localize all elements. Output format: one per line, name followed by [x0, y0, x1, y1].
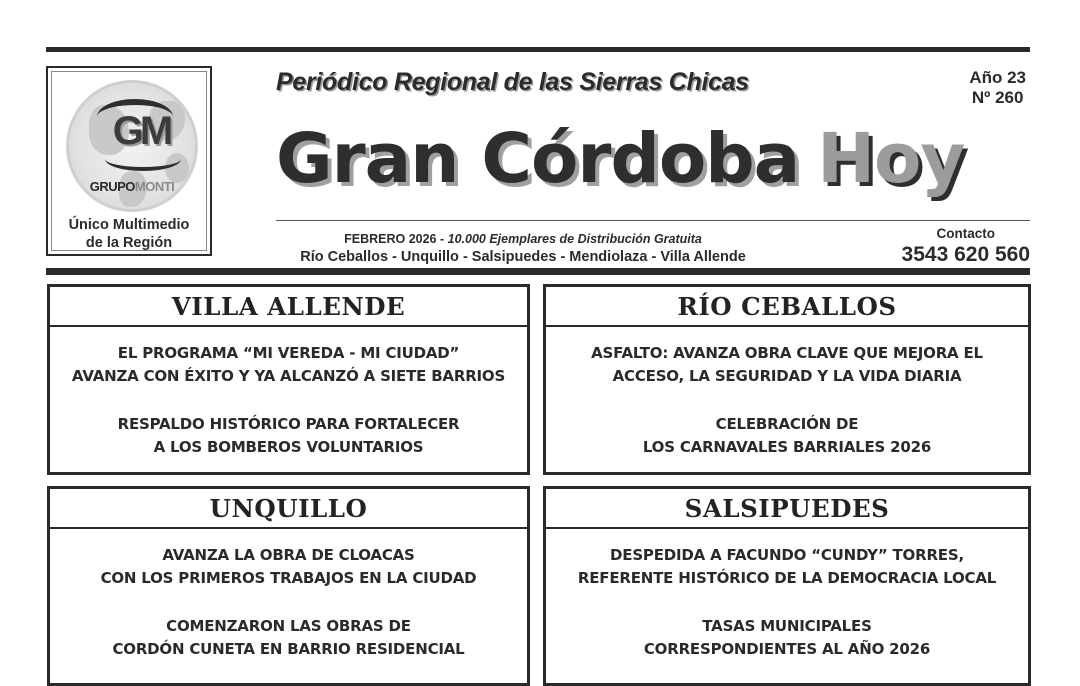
logo-caption-line2: de la Región — [85, 235, 173, 251]
issue-year: Año 23 — [969, 68, 1026, 87]
circulation-text: 10.000 Ejemplares de Distribución Gratuita — [447, 232, 702, 246]
header-bottom-rule — [46, 268, 1030, 275]
logo-caption — [52, 216, 206, 252]
edition-info — [276, 230, 770, 266]
issue-info — [969, 68, 1026, 108]
headline-line: EL PROGRAMA “MI VEREDA - MI CIUDAD” — [117, 344, 460, 362]
headline[interactable] — [50, 342, 527, 388]
headline[interactable] — [50, 413, 527, 459]
headline-line: DESPEDIDA A FACUNDO “CUNDY” TORRES, — [610, 546, 964, 564]
headline-line: TASAS MUNICIPALES — [702, 617, 872, 635]
logo-caption-line1: Único Multimedio — [68, 217, 190, 233]
wordmark-monti: MONTI — [134, 179, 175, 194]
masthead-title-main: Gran Córdoba — [276, 119, 800, 199]
logo-swoosh-bottom — [105, 147, 181, 171]
section-rio-ceballos — [543, 284, 1031, 475]
headline-line: AVANZA LA OBRA DE CLOACAS — [162, 546, 415, 564]
headline-line: COMENZARON LAS OBRAS DE — [166, 617, 411, 635]
globe-icon — [66, 80, 198, 212]
edition-date-circulation — [276, 230, 770, 248]
headline-line: CORRESPONDIENTES AL AÑO 2026 — [643, 640, 931, 658]
wordmark-grupo: GRUPO — [89, 179, 135, 194]
contact-label: Contacto — [936, 226, 996, 241]
localities-list: Río Ceballos - Unquillo - Salsipuedes - Mendiolaza - Villa Allende — [300, 249, 746, 265]
masthead-title — [276, 118, 964, 200]
headline-line: REFERENTE HISTÓRICO DE LA DEMOCRACIA LOCAL — [577, 569, 997, 587]
headline-line: A LOS BOMBEROS VOLUNTARIOS — [153, 438, 424, 456]
headline-line: CON LOS PRIMEROS TRABAJOS EN LA CIUDAD — [100, 569, 477, 587]
section-unquillo — [47, 486, 530, 686]
section-title: SALSIPUEDES — [546, 489, 1028, 529]
headline[interactable] — [546, 615, 1028, 661]
headline-line: RESPALDO HISTÓRICO PARA FORTALECER — [117, 415, 460, 433]
headline[interactable] — [546, 413, 1028, 459]
section-title: RÍO CEBALLOS — [546, 287, 1028, 327]
headline-line: CELEBRACIÓN DE — [715, 415, 859, 433]
headline[interactable] — [50, 615, 527, 661]
grupo-monti-logo-box — [46, 66, 212, 256]
gm-monogram: GM — [112, 109, 170, 153]
masthead-title-accent: Hoy — [817, 119, 965, 199]
section-title: VILLA ALLENDE — [50, 287, 527, 327]
issue-number: Nº 260 — [971, 88, 1024, 107]
headline[interactable] — [50, 544, 527, 590]
contact-phone: 3543 620 560 — [901, 243, 1030, 266]
headline-line: LOS CARNAVALES BARRIALES 2026 — [642, 438, 932, 456]
section-villa-allende — [47, 284, 530, 475]
edition-date: FEBRERO 2026 - — [344, 232, 448, 246]
headline-line: AVANZA CON ÉXITO Y YA ALCANZÓ A SIETE BARRIOS — [71, 367, 506, 385]
masthead-divider — [276, 220, 1030, 221]
grupo-monti-wordmark — [69, 179, 195, 194]
contact-block — [902, 226, 1030, 268]
section-title: UNQUILLO — [50, 489, 527, 529]
headline[interactable] — [546, 544, 1028, 590]
headline-line: ACCESO, LA SEGURIDAD Y LA VIDA DIARIA — [612, 367, 962, 385]
top-rule — [46, 47, 1030, 52]
headline[interactable] — [546, 342, 1028, 388]
headline-line: CORDÓN CUNETA EN BARRIO RESIDENCIAL — [112, 640, 465, 658]
logo-inner-frame — [51, 71, 207, 251]
headline-line: ASFALTO: AVANZA OBRA CLAVE QUE MEJORA EL — [591, 344, 983, 362]
section-salsipuedes — [543, 486, 1031, 686]
masthead-subtitle: Periódico Regional de las Sierras Chicas — [276, 68, 749, 96]
